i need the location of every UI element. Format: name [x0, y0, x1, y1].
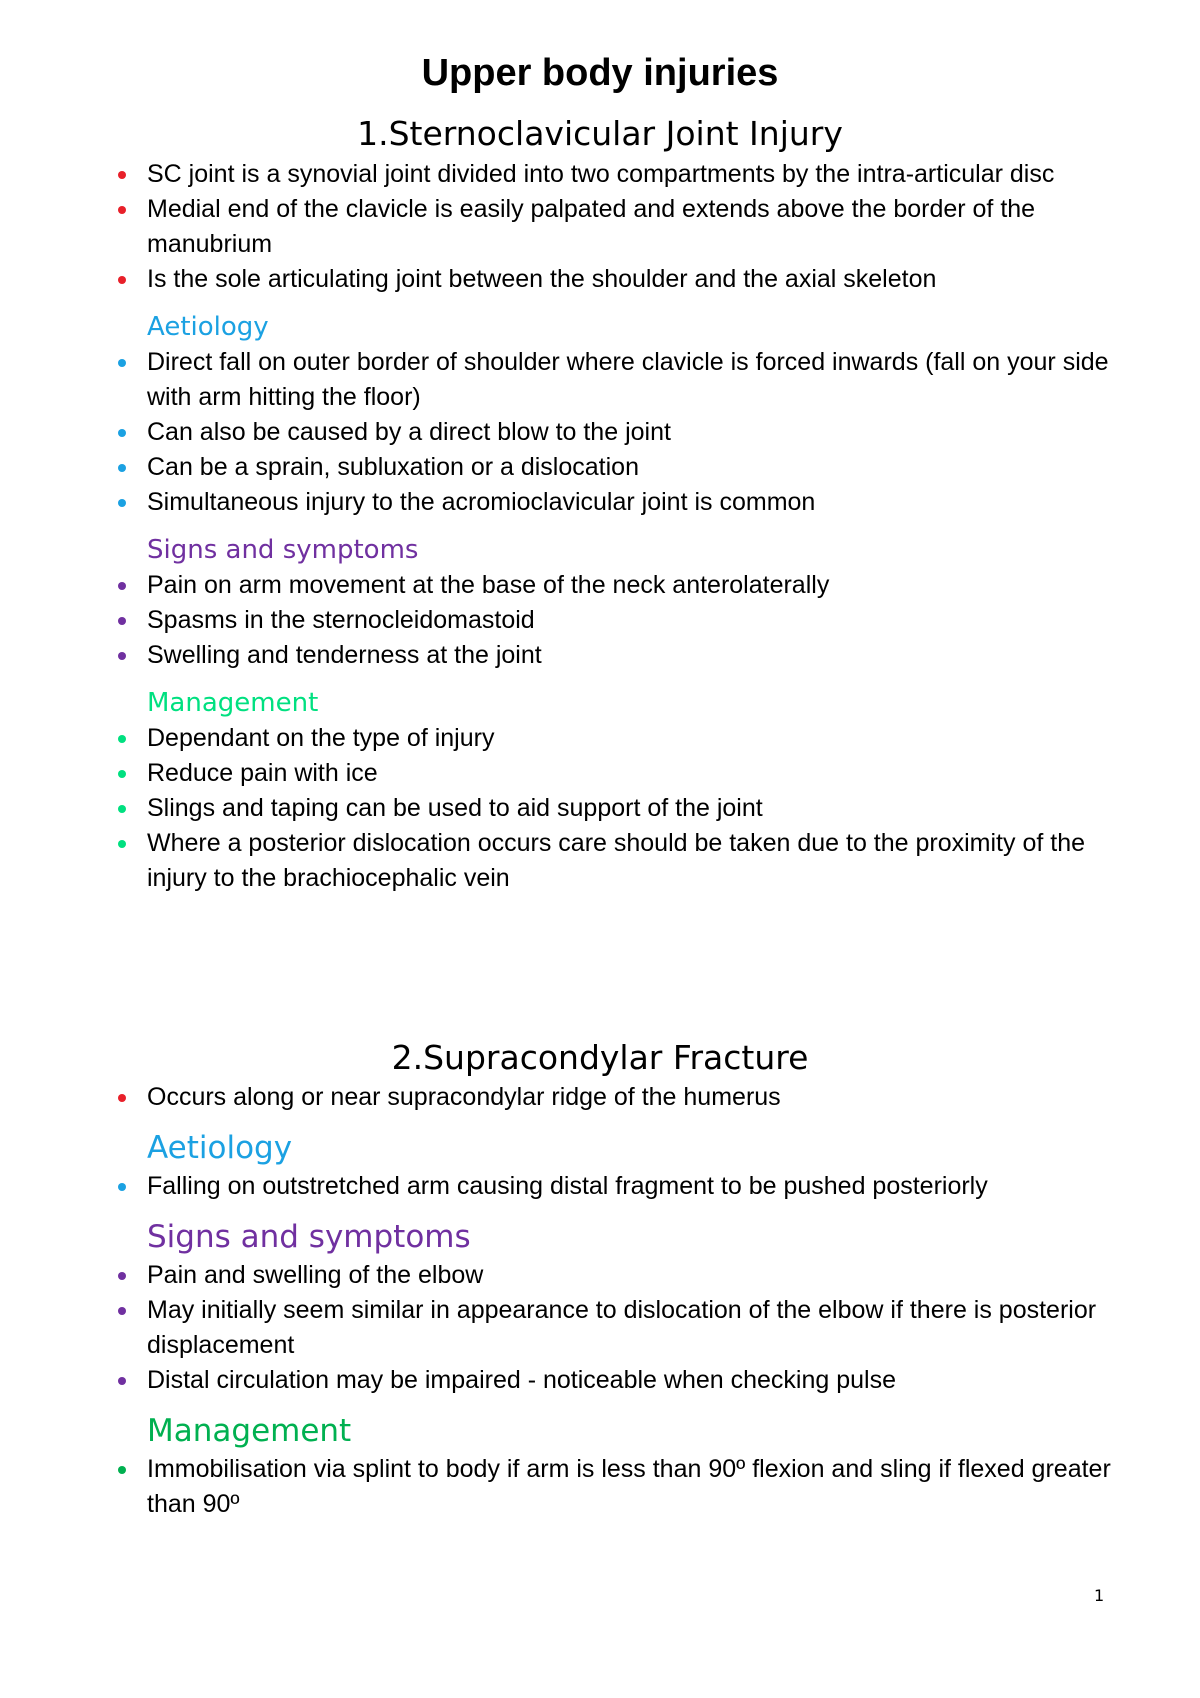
management-heading: Management	[147, 1413, 352, 1449]
management-list	[0, 1452, 1200, 1522]
signs-heading: Signs and symptoms	[147, 1219, 471, 1255]
list-item: Medial end of the clavicle is easily palpated and extends above the border of the manubrium	[0, 192, 1200, 262]
bullet-dot	[118, 840, 126, 848]
bullet-dot	[118, 206, 126, 214]
list-item: SC joint is a synovial joint divided into two compartments by the intra-articular disc	[0, 157, 1200, 192]
bullet-dot	[118, 1183, 126, 1191]
list-item: Is the sole articulating joint between the shoulder and the axial skeleton	[0, 262, 1200, 297]
management-list	[0, 721, 1200, 896]
intro-list	[0, 1080, 1200, 1115]
bullet-dot	[118, 770, 126, 778]
list-item: Swelling and tenderness at the joint	[0, 638, 1200, 673]
list-item: Can also be caused by a direct blow to the joint	[0, 415, 1200, 450]
aetiology-list	[0, 345, 1200, 520]
aetiology-heading: Aetiology	[147, 1130, 293, 1166]
list-item: Pain and swelling of the elbow	[0, 1258, 1200, 1293]
bullet-dot	[118, 1094, 126, 1102]
section-heading: 2.Supracondylar Fracture	[391, 1038, 809, 1077]
list-item: Falling on outstretched arm causing distal fragment to be pushed posteriorly	[0, 1169, 1200, 1204]
bullet-dot	[118, 464, 126, 472]
list-item: Spasms in the sternocleidomastoid	[0, 603, 1200, 638]
bullet-dot	[118, 499, 126, 507]
list-item: Dependant on the type of injury	[0, 721, 1200, 756]
bullet-dot	[118, 735, 126, 743]
management-heading: Management	[147, 688, 319, 718]
list-item: Immobilisation via splint to body if arm is less than 90º flexion and sling if flexed greater than 90º	[0, 1452, 1200, 1522]
signs-list	[0, 568, 1200, 673]
aetiology-heading: Aetiology	[147, 312, 269, 342]
page-number: 1	[1094, 1586, 1105, 1605]
page-title: Upper body injuries	[421, 52, 779, 94]
section-supracondylar	[0, 1036, 1200, 1522]
section-sternoclavicular	[0, 112, 1200, 896]
section-heading: 1.Sternoclavicular Joint Injury	[357, 114, 843, 153]
aetiology-list	[0, 1169, 1200, 1204]
bullet-dot	[118, 1307, 126, 1315]
list-item: May initially seem similar in appearance to dislocation of the elbow if there is posterior displacement	[0, 1293, 1200, 1363]
list-item: Can be a sprain, subluxation or a dislocation	[0, 450, 1200, 485]
bullet-dot	[118, 171, 126, 179]
list-item: Occurs along or near supracondylar ridge of the humerus	[0, 1080, 1200, 1115]
bullet-dot	[118, 429, 126, 437]
bullet-dot	[118, 1466, 126, 1474]
signs-list	[0, 1258, 1200, 1398]
bullet-dot	[118, 582, 126, 590]
bullet-dot	[118, 652, 126, 660]
bullet-dot	[118, 617, 126, 625]
bullet-dot	[118, 359, 126, 367]
intro-list	[0, 157, 1200, 297]
list-item: Simultaneous injury to the acromioclavicular joint is common	[0, 485, 1200, 520]
list-item: Where a posterior dislocation occurs care should be taken due to the proximity of the injury to the brachiocephalic vein	[0, 826, 1200, 896]
list-item: Reduce pain with ice	[0, 756, 1200, 791]
bullet-dot	[118, 276, 126, 284]
list-item: Slings and taping can be used to aid support of the joint	[0, 791, 1200, 826]
list-item: Pain on arm movement at the base of the neck anterolaterally	[0, 568, 1200, 603]
bullet-dot	[118, 1377, 126, 1385]
list-item: Distal circulation may be impaired - noticeable when checking pulse	[0, 1363, 1200, 1398]
bullet-dot	[118, 805, 126, 813]
bullet-dot	[118, 1272, 126, 1280]
signs-heading: Signs and symptoms	[147, 535, 419, 565]
list-item: Direct fall on outer border of shoulder where clavicle is forced inwards (fall on your side with arm hitting the floor)	[0, 345, 1200, 415]
